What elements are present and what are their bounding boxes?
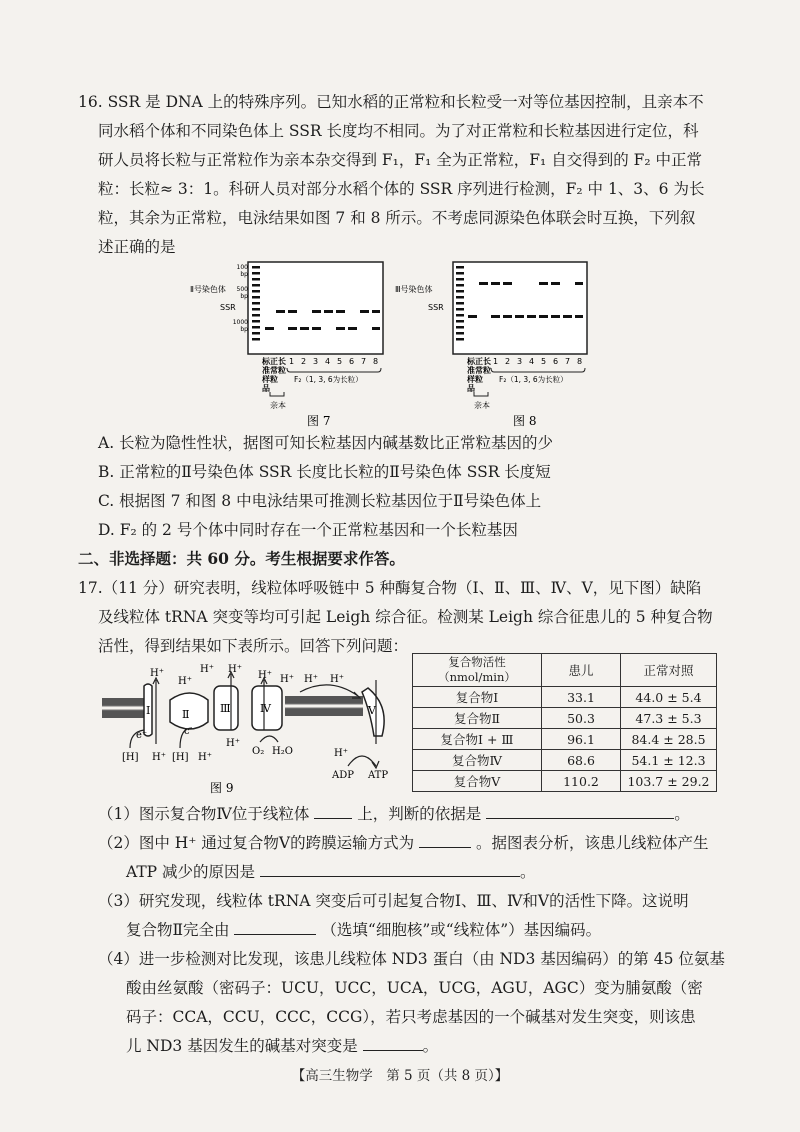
sub-question-3-cont [98, 916, 728, 945]
sub1-text-a: （1）图示复合物Ⅳ位于线粒体 [98, 805, 310, 823]
sub-question-3: （3）研究发现，线粒体 tRNA 突变后可引起复合物Ⅰ、Ⅲ、Ⅳ和Ⅴ的活性下降。这说明 [98, 892, 689, 910]
complex-2-label: Ⅱ [182, 708, 190, 721]
table-cell: 33.1 [542, 687, 621, 708]
sub-question-4-cont: 儿 ND3 基因发生的碱基对突变是 。 [126, 1037, 439, 1055]
table-cell: 复合物Ⅰ + Ⅲ [413, 729, 542, 750]
gel8-lane-header: 品 [467, 384, 475, 393]
gel7-f2-label: F₂（1, 3, 6为长粒） [294, 375, 363, 384]
option-d: D. F₂ 的 2 号个体中同时存在一个正常粒基因和一个长粒基因 [98, 521, 518, 539]
answer-blank[interactable] [486, 803, 674, 819]
proton-label: H⁺ [258, 670, 272, 681]
table-cell: 复合物Ⅳ [413, 750, 542, 771]
gel7-lane-number: 1 [289, 357, 295, 366]
gel7-ladder-label: bp [240, 326, 248, 333]
sub-question-2 [98, 829, 728, 858]
gel8-caption: 图 8 [513, 414, 537, 428]
question-17-subquestions [98, 800, 728, 1061]
table-cell: 54.1 ± 12.3 [621, 750, 717, 771]
gel7-lane-number: 3 [313, 357, 319, 366]
proton-label: H⁺ [150, 668, 164, 679]
enzyme-activity-table [412, 653, 717, 792]
table-row [413, 687, 717, 708]
gel8-lane-number: 8 [577, 357, 583, 366]
gel7-parent-label: 亲本 [270, 401, 286, 410]
table-row [413, 771, 717, 792]
gel8-f2-label: F₂（1, 3, 6为长粒） [499, 375, 568, 384]
table-cell: 110.2 [542, 771, 621, 792]
table-row [413, 750, 717, 771]
proton-label: H⁺ [226, 738, 240, 749]
gel7-lane-number: 8 [373, 357, 379, 366]
gel8-lane-header: 准常粒 [467, 366, 491, 375]
proton-label: H⁺ [330, 674, 344, 685]
fadh-label: [H] [172, 752, 189, 763]
q16-line: 16. SSR 是 DNA 上的特殊序列。已知水稻的正常粒和长粒受一对等位基因控制，且亲本不 [78, 93, 704, 111]
gel8-lane-header: 样粒 [467, 375, 483, 384]
gel7-lane-number: 4 [325, 357, 331, 366]
gel7-lane-header: 准常粒 [262, 366, 286, 375]
sub3-text-b: 复合物Ⅱ完全由 [126, 921, 230, 939]
sub-question-2-cont: ATP 减少的原因是 。 [126, 863, 536, 881]
sub1-text-b: 上，判断的依据是 [357, 805, 482, 823]
proton-label: H⁺ [200, 664, 214, 675]
q16-line: 研人员将长粒与正常粒作为亲本杂交得到 F₁，F₁ 全为正常粒，F₁ 自交得到的 F₂ 中正常 [98, 151, 703, 169]
table-header-cell: 患儿 [542, 654, 621, 687]
gel7-caption: 图 7 [307, 414, 331, 428]
answer-blank[interactable] [260, 861, 520, 877]
sub-question-4: （4）进一步检测对比发现，该患儿线粒体 ND3 蛋白（由 ND3 基因编码）的第 45 位氨基 [98, 950, 725, 968]
gel8-lane-header: 标正长 [467, 357, 491, 366]
gel8-gel [453, 262, 587, 354]
answer-blank[interactable] [419, 832, 471, 848]
table-row [413, 729, 717, 750]
gel8-chrom-label: Ⅲ号染色体 [395, 285, 433, 294]
question-16-stem [78, 88, 728, 262]
table-header-cell: 复合物活性（nmol/min） [413, 654, 542, 687]
cytochrome-c-label: c [184, 726, 190, 737]
gel7-ladder-label: 100 [236, 264, 248, 271]
gel8-lane-number: 5 [541, 357, 547, 366]
option-a: A. 长粒为隐性性状，据图可知长粒基因内碱基数比正常粒基因的少 [98, 434, 554, 452]
proton-label: H⁺ [304, 674, 318, 685]
sub2-text-b: 。据图表分析，该患儿线粒体产生 [475, 834, 709, 852]
gel8-lane-number: 2 [505, 357, 511, 366]
complex-5-label: Ⅴ [368, 704, 376, 717]
sub-question-1: （1）图示复合物Ⅳ位于线粒体 上，判断的依据是 。 [98, 805, 690, 823]
table-cell: 68.6 [542, 750, 621, 771]
gel7-lane-header: 样粒 [262, 375, 278, 384]
table-header-cell: 正常对照 [621, 654, 717, 687]
answer-blank[interactable] [234, 919, 316, 935]
gel7-lane-number: 7 [361, 357, 367, 366]
proton-label: H⁺ [228, 664, 242, 675]
q16-line: 粒，其余为正常粒，电泳结果如图 7 和 8 所示。不考虑同源染色体联会时互换，下列叙 [98, 209, 696, 227]
q16-line: 粒：长粒≈ 3：1。科研人员对部分水稻个体的 SSR 序列进行检测，F₂ 中 1、3、6 为长 [98, 180, 705, 198]
proton-label: H⁺ [334, 748, 348, 759]
sub3-text-c: （选填“细胞核”或“线粒体”）基因编码。 [321, 921, 602, 939]
gel7-lane-number: 5 [337, 357, 343, 366]
adp-label: ADP [332, 770, 354, 781]
gel8-parent-label: 亲本 [474, 401, 490, 410]
table-cell: 44.0 ± 5.4 [621, 687, 717, 708]
gel8-lane-number: 7 [565, 357, 571, 366]
atp-label: ATP [368, 770, 389, 781]
table-cell: 复合物Ⅱ [413, 708, 542, 729]
section-2-title: 二、非选择题：共 60 分。考生根据要求作答。 [78, 549, 405, 568]
complex-1-label: Ⅰ [146, 704, 151, 717]
option-b: B. 正常粒的Ⅱ号染色体 SSR 长度比长粒的Ⅱ号染色体 SSR 长度短 [98, 463, 551, 481]
table-cell: 50.3 [542, 708, 621, 729]
answer-blank[interactable] [363, 1035, 423, 1051]
proton-label: H⁺ [152, 752, 166, 763]
page-footer: 【高三生物学 第 5 页（共 8 页）】 [291, 1068, 509, 1084]
table-cell: 84.4 ± 28.5 [621, 729, 717, 750]
electron-label: e⁻ [136, 730, 148, 741]
table-cell: 103.7 ± 29.2 [621, 771, 717, 792]
water-label: H₂O [272, 746, 293, 757]
proton-label: H⁺ [198, 752, 212, 763]
complex-4-label: Ⅳ [260, 702, 271, 715]
table-cell: 复合物Ⅴ [413, 771, 542, 792]
gel7-ladder-label: 1000 [232, 319, 248, 326]
gel7-lane-header: 标正长 [262, 357, 286, 366]
q17-line: 及线粒体 tRNA 突变等均可引起 Leigh 综合征。检测某 Leigh 综合征患儿的 5 种复合物 [98, 608, 713, 626]
q17-line: 17.（11 分）研究表明，线粒体呼吸链中 5 种酶复合物（Ⅰ、Ⅱ、Ⅲ、Ⅳ、Ⅴ，见下图）缺陷 [78, 579, 702, 597]
gel7-ladder-label: 500 [236, 286, 248, 293]
oxygen-label: O₂ [252, 746, 265, 757]
proton-label: H⁺ [280, 674, 294, 685]
table-cell: 96.1 [542, 729, 621, 750]
gel7-ssr-label: SSR [220, 303, 236, 312]
option-c: C. 根据图 7 和图 8 中电泳结果可推测长粒基因位于Ⅱ号染色体上 [98, 492, 542, 510]
gel7-ladder-label: bp [240, 271, 248, 278]
sub4-text-d: 儿 ND3 基因发生的碱基对突变是 [126, 1037, 358, 1055]
gel8-lane-number: 3 [517, 357, 523, 366]
q17-line: 活性，得到结果如下表所示。回答下列问题： [98, 637, 409, 655]
q16-line: 同水稻个体和不同染色体上 SSR 长度均不相同。为了对正常粒和长粒基因进行定位，科 [98, 122, 699, 140]
figure-9-caption: 图 9 [210, 781, 234, 795]
q16-line: 述正确的是 [98, 238, 176, 256]
answer-blank[interactable] [314, 803, 352, 819]
figure-9-membrane-diagram [100, 656, 405, 796]
gel8-lane-number: 6 [553, 357, 559, 366]
gel-figure-7 [190, 258, 390, 428]
sub-question-4-cont: 酸由丝氨酸（密码子：UCU，UCC，UCA，UCG，AGU，AGC）变为脯氨酸（密 [126, 979, 703, 997]
gel8-ssr-label: SSR [428, 303, 444, 312]
gel7-lane-number: 6 [349, 357, 355, 366]
sub-question-4-cont: 码子：CCA，CCU，CCC，CCG），若只考虑基因的一个碱基对发生突变，则该患 [126, 1008, 696, 1026]
gel7-ladder-label: bp [240, 293, 248, 300]
gel7-lane-number: 2 [301, 357, 307, 366]
gel8-lane-number: 1 [493, 357, 499, 366]
question-16-options [78, 429, 728, 545]
question-17-stem [78, 574, 728, 661]
table-cell: 复合物Ⅰ [413, 687, 542, 708]
table-row [413, 708, 717, 729]
gel7-gel [248, 262, 383, 354]
nadh-label: [H] [122, 752, 139, 763]
sub2-text-a: （2）图中 H⁺ 通过复合物Ⅴ的跨膜运输方式为 [98, 834, 415, 852]
gel8-lane-number: 4 [529, 357, 535, 366]
gel7-chrom-label: Ⅱ号染色体 [190, 285, 226, 294]
table-header-row [413, 654, 717, 687]
complex-3-label: Ⅲ [220, 702, 231, 715]
gel7-lane-header: 品 [262, 384, 270, 393]
sub2-text-c: ATP 减少的原因是 [126, 863, 256, 881]
proton-label: H⁺ [178, 676, 192, 687]
gel-figure-8 [393, 258, 593, 428]
table-cell: 47.3 ± 5.3 [621, 708, 717, 729]
